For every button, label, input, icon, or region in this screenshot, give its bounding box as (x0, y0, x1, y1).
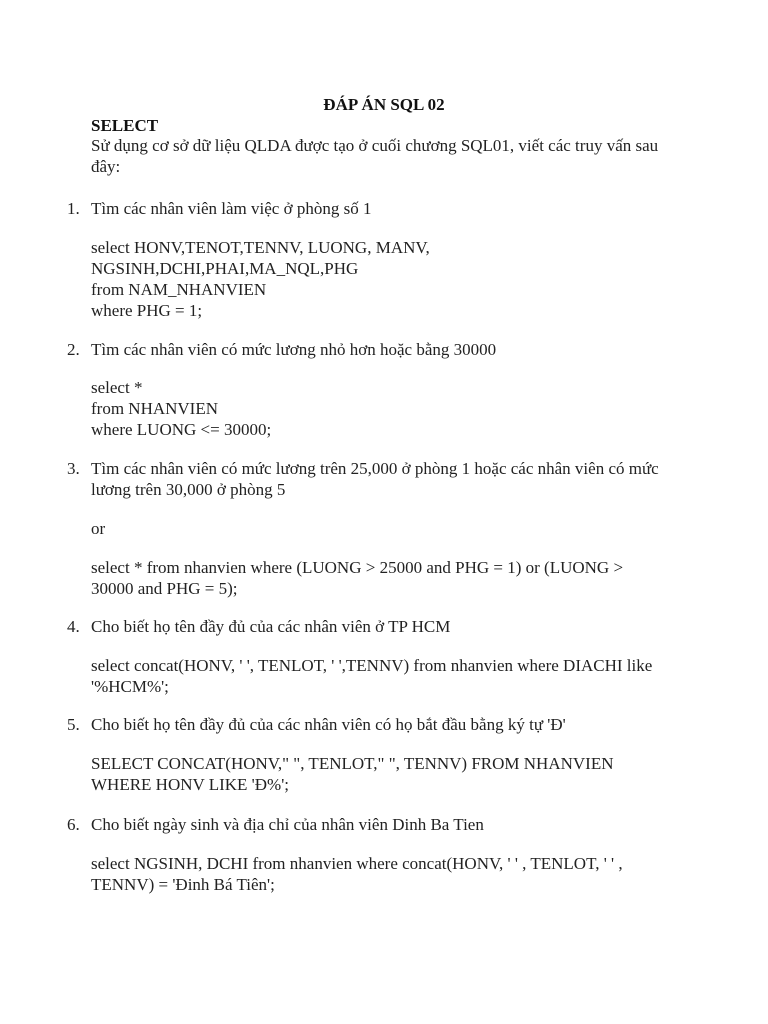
item-number: 3. (67, 459, 80, 478)
code-line: '%HCM%'; (91, 677, 169, 696)
intro-paragraph: Sử dụng cơ sở dữ liệu QLDA được tạo ở cuối chương SQL01, viết các truy vấn sau đây: (91, 136, 659, 176)
code-block-2 (91, 377, 691, 440)
item-number: 2. (67, 340, 80, 359)
code-block-6 (91, 853, 691, 895)
code-line: TENNV) = 'Đinh Bá Tiên'; (91, 875, 275, 894)
item-question: Tìm các nhân viên có mức lương nhỏ hơn hoặc bằng 30000 (91, 340, 497, 359)
code-line: select NGSINH, DCHI from nhanvien where concat(HONV, ' ' , TENLOT, ' ' , (91, 854, 623, 873)
code-line: WHERE HONV LIKE 'Đ%'; (91, 775, 289, 794)
code-block-3 (91, 557, 691, 599)
code-block-5 (91, 753, 691, 795)
document-title: ĐÁP ÁN SQL 02 (323, 95, 445, 114)
code-line: SELECT CONCAT(HONV," ", TENLOT," ", TENNV) FROM NHANVIEN (91, 754, 614, 773)
code-block-4 (91, 655, 691, 697)
code-line: from NAM_NHANVIEN (91, 280, 267, 299)
code-line: 30000 and PHG = 5); (91, 579, 238, 598)
item-question: Cho biết ngày sinh và địa chỉ của nhân viên Dinh Ba Tien (91, 815, 484, 834)
item-question: Tìm các nhân viên làm việc ở phòng số 1 (91, 199, 372, 218)
note-text: or (91, 519, 106, 538)
item-question: Cho biết họ tên đầy đủ của các nhân viên có họ bắt đầu bằng ký tự 'Đ' (91, 715, 566, 734)
item-number: 1. (67, 199, 80, 218)
code-block-1 (91, 237, 691, 321)
code-line: select * from nhanvien where (LUONG > 25000 and PHG = 1) or (LUONG > (91, 558, 624, 577)
item-number: 6. (67, 815, 80, 834)
or-note (91, 518, 691, 539)
section-heading: SELECT (91, 116, 159, 135)
code-line: where LUONG <= 30000; (91, 420, 272, 439)
code-line: select concat(HONV, ' ', TENLOT, ' ',TENNV) from nhanvien where DIACHI like (91, 656, 653, 675)
item-question: Cho biết họ tên đầy đủ của các nhân viên ở TP HCM (91, 617, 451, 636)
item-question: Tìm các nhân viên có mức lương trên 25,000 ở phòng 1 hoặc các nhân viên có mức lương trên 30,000 ở phòng 5 (91, 459, 659, 499)
code-line: where PHG = 1; (91, 301, 203, 320)
item-number: 4. (67, 617, 80, 636)
item-number: 5. (67, 715, 80, 734)
code-line: select HONV,TENOT,TENNV, LUONG, MANV, (91, 238, 430, 257)
code-line: from NHANVIEN (91, 399, 219, 418)
code-line: NGSINH,DCHI,PHAI,MA_NQL,PHG (91, 259, 359, 278)
code-line: select * (91, 378, 143, 397)
